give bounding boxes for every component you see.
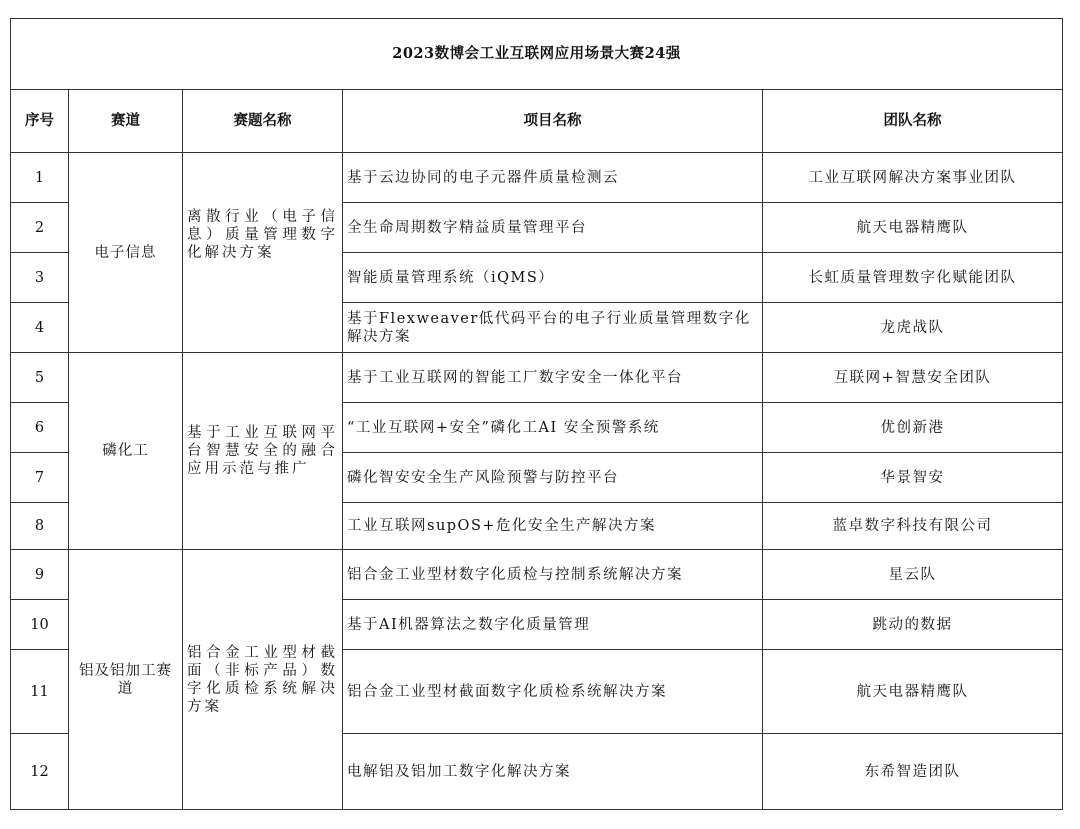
project-cell: 全生命周期数字精益质量管理平台 [343, 203, 763, 253]
team-cell: 华景智安 [763, 453, 1063, 503]
team-cell: 互联网+智慧安全团队 [763, 353, 1063, 403]
team-cell: 星云队 [763, 550, 1063, 600]
topic-cell [183, 353, 343, 550]
row-number: 8 [11, 503, 69, 550]
topic-cell [183, 153, 343, 353]
row-number: 4 [11, 303, 69, 353]
team-cell: 航天电器精鹰队 [763, 203, 1063, 253]
row-number: 9 [11, 550, 69, 600]
topic-cell [183, 550, 343, 810]
team-cell: 东希智造团队 [763, 734, 1063, 810]
header-project: 项目名称 [343, 90, 763, 153]
row-number: 3 [11, 253, 69, 303]
project-cell: 基于云边协同的电子元器件质量检测云 [343, 153, 763, 203]
header-topic: 赛题名称 [183, 90, 343, 153]
topic-text: 离散行业（电子信息）质量管理数字化解决方案 [187, 208, 338, 261]
header-no: 序号 [11, 90, 69, 153]
project-cell: 智能质量管理系统（iQMS） [343, 253, 763, 303]
row-number: 12 [11, 734, 69, 810]
table-row [11, 550, 1063, 600]
project-cell: 基于AI机器算法之数字化质量管理 [343, 600, 763, 650]
team-cell: 长虹质量管理数字化赋能团队 [763, 253, 1063, 303]
row-number: 6 [11, 403, 69, 453]
project-cell: 电解铝及铝加工数字化解决方案 [343, 734, 763, 810]
topic-text: 铝合金工业型材截面（非标产品）数字化质检系统解决方案 [187, 644, 338, 715]
row-number: 7 [11, 453, 69, 503]
project-cell: “工业互联网+安全”磷化工AI 安全预警系统 [343, 403, 763, 453]
project-cell: 工业互联网supOS+危化安全生产解决方案 [343, 503, 763, 550]
topic-text: 基于工业互联网平台智慧安全的融合应用示范与推广 [187, 425, 338, 477]
row-number: 10 [11, 600, 69, 650]
project-cell: 铝合金工业型材截面数字化质检系统解决方案 [343, 650, 763, 734]
row-number: 11 [11, 650, 69, 734]
track-cell: 电子信息 [69, 153, 183, 353]
row-number: 2 [11, 203, 69, 253]
team-cell: 跳动的数据 [763, 600, 1063, 650]
title-row [11, 19, 1063, 90]
team-cell: 蓝卓数字科技有限公司 [763, 503, 1063, 550]
header-track: 赛道 [69, 90, 183, 153]
team-cell: 龙虎战队 [763, 303, 1063, 353]
table-title: 2023数博会工业互联网应用场景大赛24强 [11, 19, 1063, 90]
project-cell: 基于工业互联网的智能工厂数字安全一体化平台 [343, 353, 763, 403]
team-cell: 航天电器精鹰队 [763, 650, 1063, 734]
project-cell: 磷化智安安全生产风险预警与防控平台 [343, 453, 763, 503]
team-cell: 优创新港 [763, 403, 1063, 453]
ranking-table [10, 18, 1063, 810]
row-number: 5 [11, 353, 69, 403]
header-team: 团队名称 [763, 90, 1063, 153]
project-cell: 铝合金工业型材数字化质检与控制系统解决方案 [343, 550, 763, 600]
header-row [11, 90, 1063, 153]
track-cell: 铝及铝加工赛道 [69, 550, 183, 810]
row-number: 1 [11, 153, 69, 203]
table-row [11, 153, 1063, 203]
table-row [11, 353, 1063, 403]
team-cell: 工业互联网解决方案事业团队 [763, 153, 1063, 203]
track-cell: 磷化工 [69, 353, 183, 550]
project-cell: 基于Flexweaver低代码平台的电子行业质量管理数字化解决方案 [343, 303, 763, 353]
